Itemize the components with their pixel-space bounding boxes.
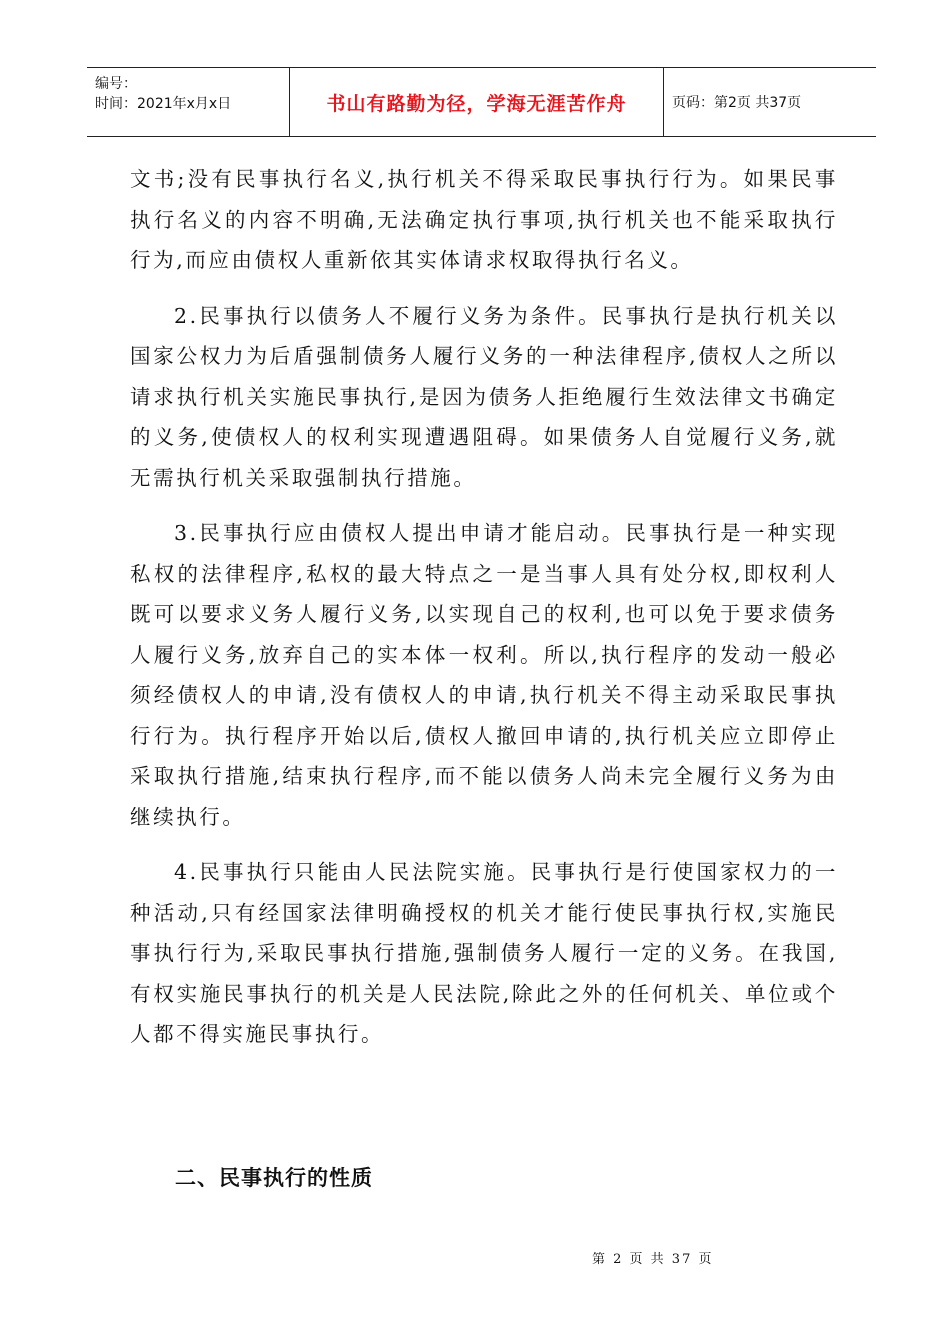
paragraph-2: 2.民事执行以债务人不履行义务为条件。民事执行是执行机关以国家公权力为后盾强制债务人履行义务的一种法律程序,债权人之所以请求执行机关实施民事执行,是因为债务人拒绝履行生效法律文书确定的义务,使债权人的权利实现遭遇阻碍。如果债务人自觉履行义务,就无需执行机关采取强制执行措施。 — [130, 303, 838, 490]
section-heading: 二、民事执行的性质 — [175, 1166, 373, 1190]
page-footer: 第 2 页 共 37 页 — [592, 1252, 714, 1267]
motto-text: 书山有路勤为径，学海无涯苦作舟 — [326, 92, 627, 115]
header-motto-cell — [289, 68, 664, 136]
document-header — [87, 67, 876, 137]
header-info-cell — [87, 68, 289, 136]
page-label: 页码：第2页 共37页 — [672, 95, 802, 111]
paragraph-4: 4.民事执行只能由人民法院实施。民事执行是行使国家权力的一种活动,只有经国家法律明确授权的机关才能行使民事执行权,实施民事执行行为,采取民事执行措施,强制债务人履行一定的义务。在我国,有权实施民事执行的机关是人民法院,除此之外的任何机关、单位或个人都不得实施民事执行。 — [130, 860, 838, 1046]
paragraph-3: 3.民事执行应由债权人提出申请才能启动。民事执行是一种实现私权的法律程序,私权的最大特点之一是当事人具有处分权,即权利人既可以要求义务人履行义务,以实现自己的权利,也可以免于要求债务人履行义务,放弃自己的实本体一权利。所以,执行程序的发动一般必须经债权人的申请,没有债权人的申请,执行机关不得主动采取民事执行行为。执行程序开始以后,债权人撤回申请的,执行机关应立即停止采取执行措施,结束执行程序,而不能以债务人尚未完全履行义务为由继续执行。 — [130, 521, 838, 829]
document-body — [130, 159, 838, 1070]
header-page-cell — [664, 68, 876, 136]
number-label: 编号： — [95, 76, 137, 92]
paragraph-1: 文书;没有民事执行名义,执行机关不得采取民事执行行为。如果民事执行名义的内容不明确,无法确定执行事项,执行机关也不能采取执行行为,而应由债权人重新依其实体请求权取得执行名义。 — [130, 167, 838, 272]
time-label: 时间：2021年x月x日 — [95, 96, 232, 112]
